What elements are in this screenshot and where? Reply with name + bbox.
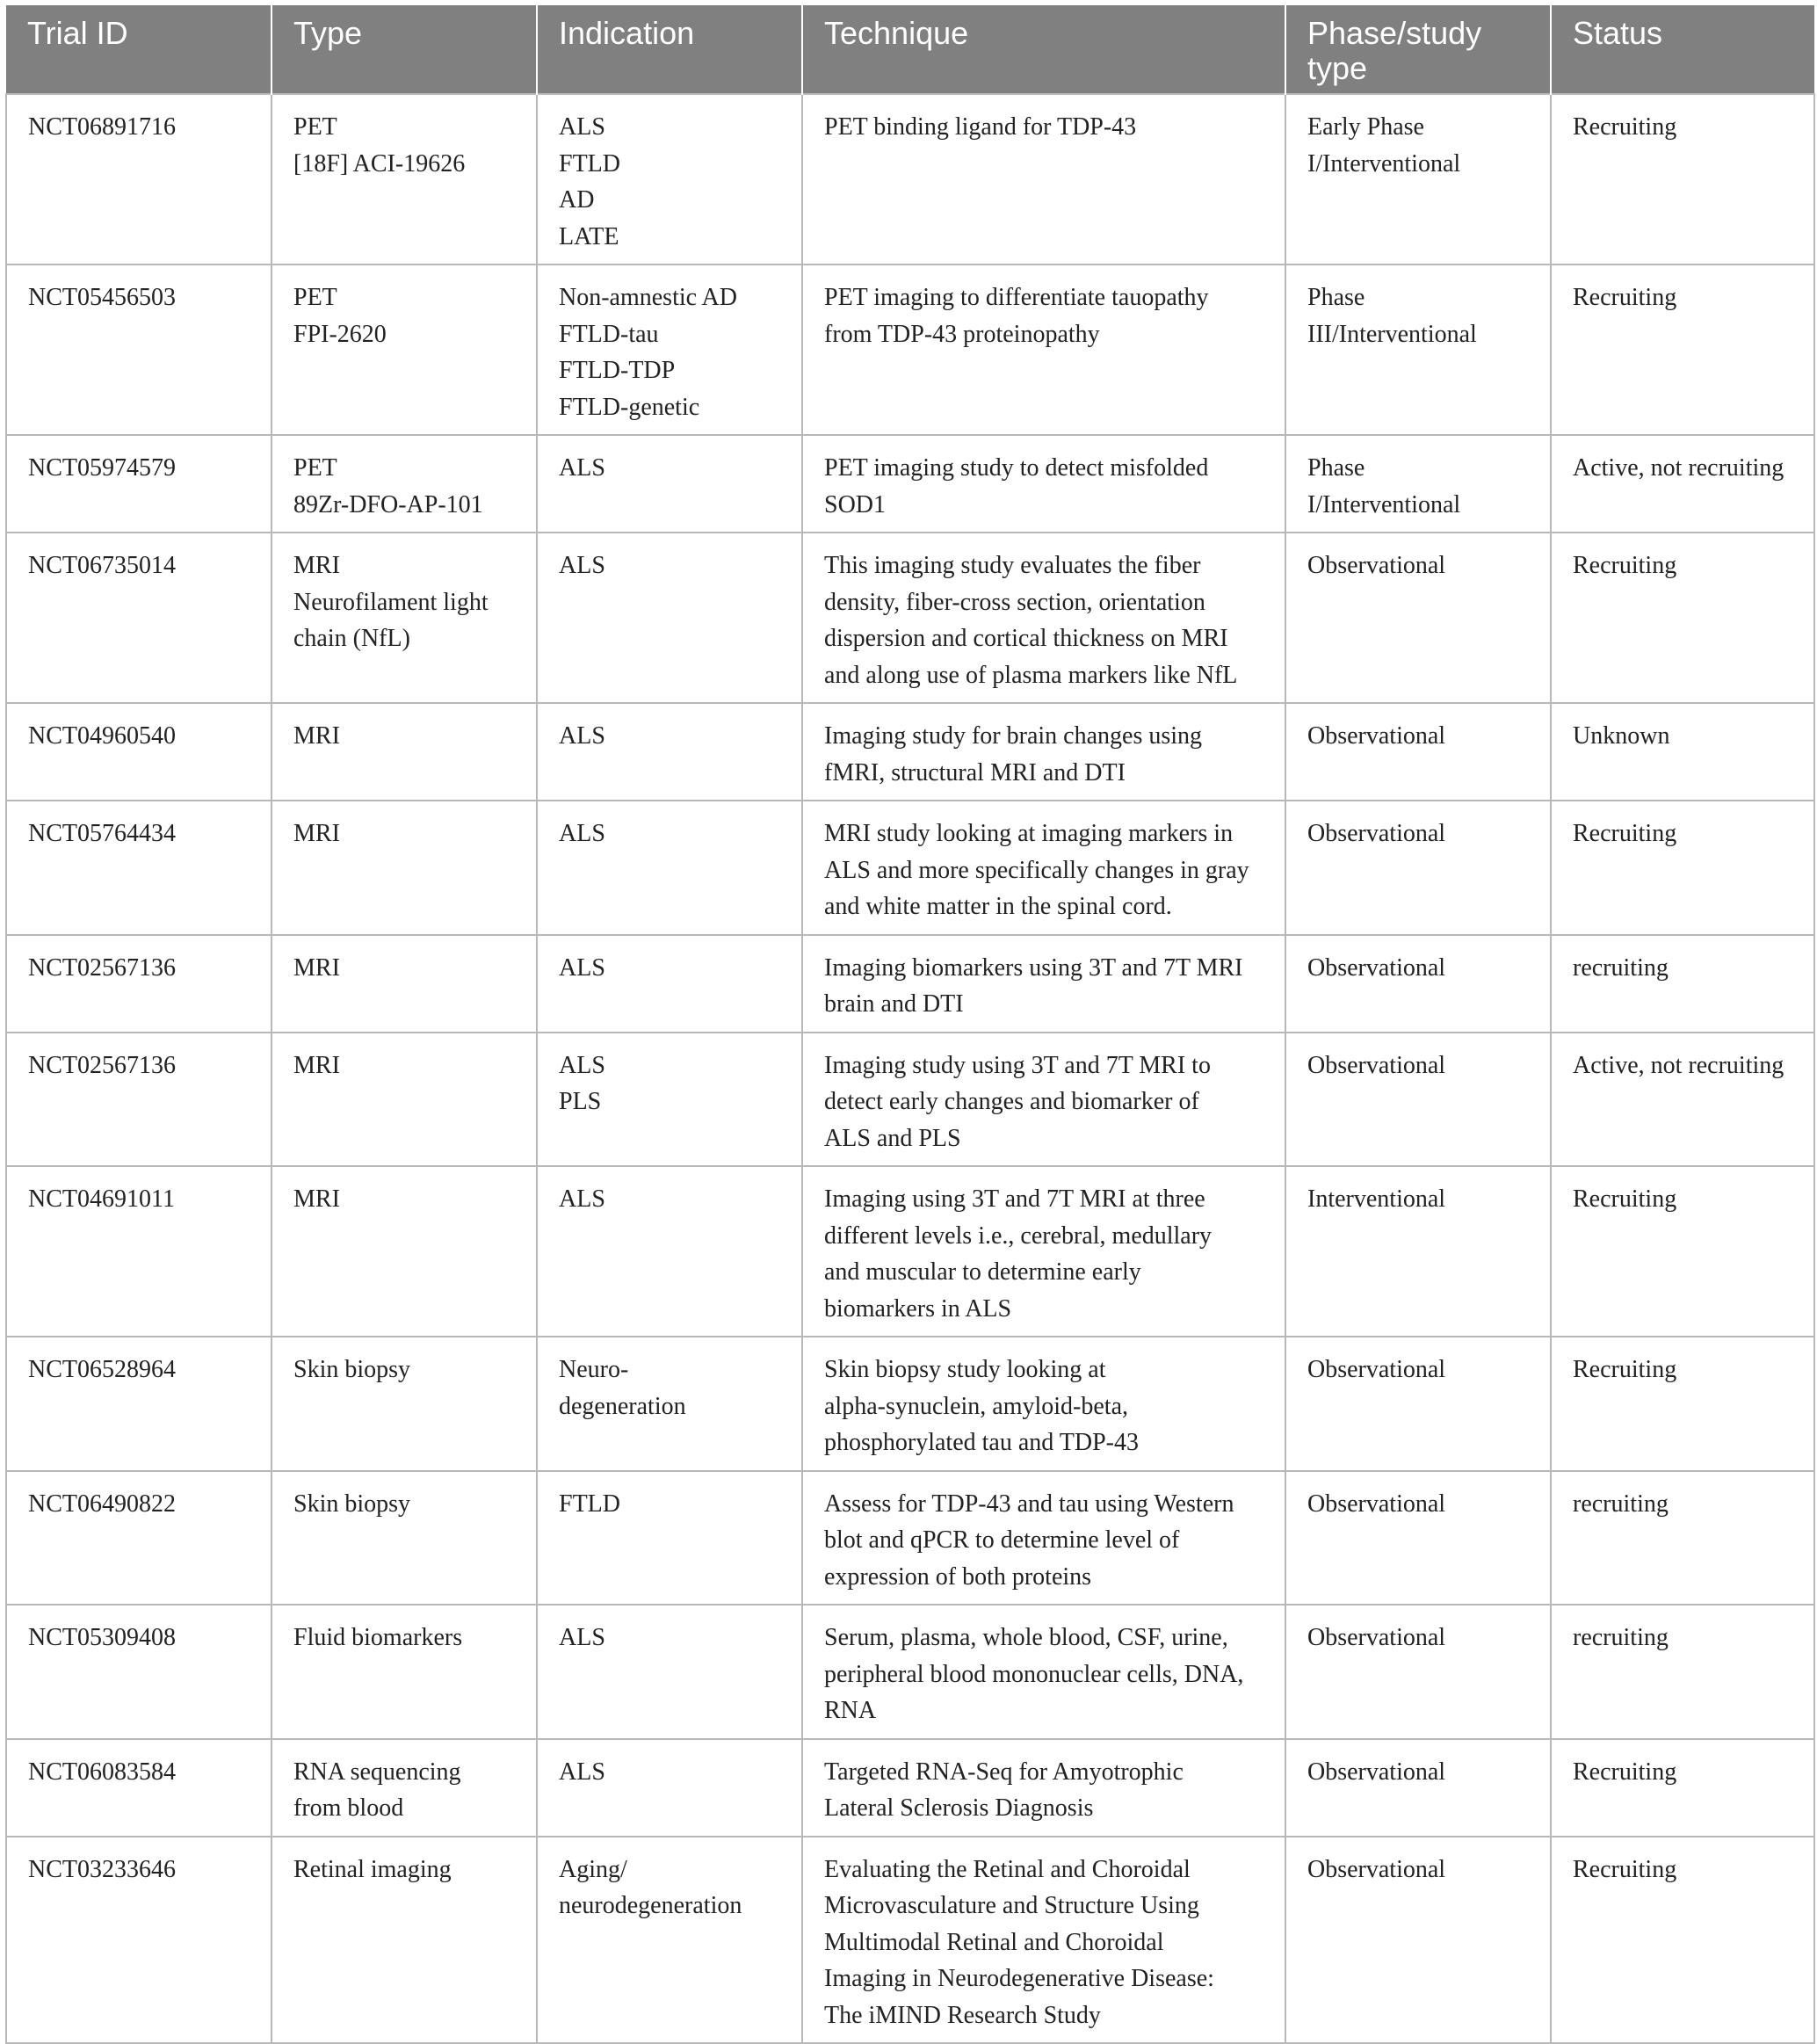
cell-type-line: 89Zr-DFO-AP-101 — [293, 490, 483, 518]
cell-type-line: MRI — [293, 1185, 340, 1213]
cell-technique-line: This imaging study evaluates the fiber — [824, 552, 1201, 579]
cell-type-line: Fluid biomarkers — [293, 1624, 463, 1651]
cell-type — [271, 1033, 537, 1167]
cell-type-line: MRI — [293, 722, 340, 750]
cell-status: Recruiting — [1551, 94, 1814, 265]
cell-phase-study-type-line: Observational — [1307, 1051, 1446, 1079]
cell-type-line: Skin biopsy — [293, 1356, 411, 1383]
cell-phase-study-type — [1285, 1337, 1551, 1471]
cell-indication — [537, 265, 802, 435]
cell-technique-line: Evaluating the Retinal and Choroidal — [824, 1855, 1191, 1883]
cell-trial-id: NCT02567136 — [6, 935, 271, 1033]
cell-type-line: FPI-2620 — [293, 320, 387, 348]
cell-technique-line: density, fiber-cross section, orientation — [824, 588, 1205, 616]
cell-technique — [802, 1739, 1285, 1837]
cell-trial-id: NCT06735014 — [6, 533, 271, 703]
cell-technique-line: Assess for TDP-43 and tau using Western — [824, 1490, 1234, 1518]
cell-technique-line: Targeted RNA-Seq for Amyotrophic — [824, 1758, 1184, 1786]
cell-technique-line: and along use of plasma markers like NfL — [824, 661, 1238, 689]
cell-phase-study-type-line: Observational — [1307, 552, 1446, 579]
table-row — [6, 1033, 1814, 1167]
cell-phase-study-type — [1285, 533, 1551, 703]
cell-technique — [802, 801, 1285, 935]
cell-phase-study-type-line: Interventional — [1307, 1185, 1446, 1213]
cell-type-line: MRI — [293, 953, 340, 982]
cell-indication-line: AD — [559, 186, 595, 214]
cell-type — [271, 1739, 537, 1837]
cell-phase-study-type-line: I/Interventional — [1307, 149, 1461, 178]
table-row — [6, 703, 1814, 801]
cell-type — [271, 94, 537, 265]
cell-phase-study-type — [1285, 1471, 1551, 1605]
cell-indication-line: Non-amnestic AD — [559, 284, 737, 311]
cell-type-line: Retinal imaging — [293, 1855, 452, 1883]
cell-type — [271, 533, 537, 703]
cell-technique-line: biomarkers in ALS — [824, 1294, 1012, 1323]
cell-technique-line: from TDP-43 proteinopathy — [824, 320, 1100, 348]
cell-indication-line: ALS — [559, 820, 605, 847]
cell-indication — [537, 435, 802, 533]
cell-technique-line: Imaging study for brain changes using — [824, 722, 1203, 750]
cell-phase-study-type-line: Early Phase — [1307, 113, 1424, 141]
cell-technique-line: PET imaging to differentiate tauopathy — [824, 284, 1209, 311]
cell-indication — [537, 1033, 802, 1167]
cell-technique-line: Imaging using 3T and 7T MRI at three — [824, 1185, 1205, 1213]
cell-phase-study-type — [1285, 435, 1551, 533]
cell-phase-study-type-line: III/Interventional — [1307, 320, 1477, 348]
cell-technique — [802, 265, 1285, 435]
cell-technique-line: brain and DTI — [824, 990, 964, 1018]
cell-technique-line: blot and qPCR to determine level of — [824, 1526, 1180, 1554]
cell-status: Recruiting — [1551, 1337, 1814, 1471]
cell-indication-line: FTLD-genetic — [559, 393, 700, 421]
cell-indication-line: ALS — [559, 454, 605, 482]
cell-indication — [537, 1739, 802, 1837]
cell-technique-line: dispersion and cortical thickness on MRI — [824, 625, 1228, 652]
cell-status: recruiting — [1551, 1605, 1814, 1739]
header-indication: Indication — [537, 5, 802, 94]
header-type: Type — [271, 5, 537, 94]
cell-technique-line: ALS and more specifically changes in gray — [824, 856, 1249, 884]
cell-technique-line: SOD1 — [824, 490, 887, 518]
cell-phase-study-type-line: Observational — [1307, 1624, 1446, 1651]
cell-phase-study-type — [1285, 94, 1551, 265]
cell-type-line: Neurofilament light — [293, 588, 489, 616]
cell-indication — [537, 94, 802, 265]
table-row — [6, 801, 1814, 935]
cell-phase-study-type-line: Observational — [1307, 953, 1446, 982]
cell-status: Recruiting — [1551, 1166, 1814, 1337]
cell-indication-line: ALS — [559, 113, 605, 141]
cell-phase-study-type — [1285, 801, 1551, 935]
cell-phase-study-type — [1285, 703, 1551, 801]
cell-phase-study-type-line: I/Interventional — [1307, 490, 1461, 518]
cell-trial-id: NCT05974579 — [6, 435, 271, 533]
header-status: Status — [1551, 5, 1814, 94]
cell-technique — [802, 1166, 1285, 1337]
cell-indication-line: PLS — [559, 1088, 602, 1115]
cell-indication — [537, 801, 802, 935]
table-row — [6, 1837, 1814, 2044]
cell-status: Recruiting — [1551, 533, 1814, 703]
cell-technique-line: Imaging study using 3T and 7T MRI to — [824, 1051, 1211, 1079]
cell-technique-line: Multimodal Retinal and Choroidal — [824, 1928, 1164, 1956]
cell-technique-line: Serum, plasma, whole blood, CSF, urine, — [824, 1624, 1228, 1651]
cell-indication-line: ALS — [559, 1051, 605, 1079]
cell-indication — [537, 1605, 802, 1739]
cell-indication-line: degeneration — [559, 1392, 686, 1420]
header-trial-id: Trial ID — [6, 5, 271, 94]
cell-type-line: MRI — [293, 552, 340, 579]
cell-technique-line: alpha-synuclein, amyloid-beta, — [824, 1392, 1128, 1420]
cell-indication-line: FTLD — [559, 1490, 620, 1518]
cell-indication-line: FTLD — [559, 149, 620, 178]
table-row — [6, 435, 1814, 533]
cell-technique-line: ALS and PLS — [824, 1124, 961, 1152]
cell-indication — [537, 533, 802, 703]
cell-technique — [802, 435, 1285, 533]
cell-phase-study-type — [1285, 1033, 1551, 1167]
cell-technique-line: MRI study looking at imaging markers in — [824, 820, 1234, 847]
cell-technique — [802, 1837, 1285, 2044]
cell-status: recruiting — [1551, 1471, 1814, 1605]
cell-technique-line: PET binding ligand for TDP-43 — [824, 113, 1137, 141]
cell-type — [271, 1605, 537, 1739]
cell-indication-line: ALS — [559, 722, 605, 750]
cell-technique-line: Microvasculature and Structure Using — [824, 1892, 1199, 1919]
cell-trial-id: NCT05456503 — [6, 265, 271, 435]
cell-technique-line: PET imaging study to detect misfolded — [824, 454, 1209, 482]
table-header — [6, 5, 1814, 94]
table-row — [6, 1739, 1814, 1837]
cell-phase-study-type-line: Observational — [1307, 722, 1446, 750]
cell-technique — [802, 1605, 1285, 1739]
cell-type-line: PET — [293, 113, 337, 141]
cell-indication — [537, 1166, 802, 1337]
cell-type — [271, 1337, 537, 1471]
cell-indication-line: FTLD-TDP — [559, 357, 676, 384]
cell-phase-study-type-line: Observational — [1307, 1855, 1446, 1883]
cell-type-line: chain (NfL) — [293, 625, 410, 652]
cell-type-line: PET — [293, 284, 337, 311]
cell-indication-line: ALS — [559, 1185, 605, 1213]
cell-phase-study-type-line: Observational — [1307, 1356, 1446, 1383]
cell-indication-line: Neuro- — [559, 1356, 629, 1383]
table-row — [6, 1166, 1814, 1337]
cell-phase-study-type-line: Phase — [1307, 284, 1365, 311]
cell-type — [271, 1837, 537, 2044]
cell-technique-line: Imaging in Neurodegenerative Disease: — [824, 1965, 1214, 1992]
table-row — [6, 1471, 1814, 1605]
cell-technique-line: Lateral Sclerosis Diagnosis — [824, 1794, 1094, 1822]
cell-phase-study-type — [1285, 1605, 1551, 1739]
cell-phase-study-type — [1285, 265, 1551, 435]
cell-technique-line: Skin biopsy study looking at — [824, 1356, 1106, 1383]
trials-table — [5, 5, 1815, 2044]
cell-trial-id: NCT06083584 — [6, 1739, 271, 1837]
cell-type — [271, 801, 537, 935]
cell-type — [271, 703, 537, 801]
cell-phase-study-type — [1285, 1739, 1551, 1837]
cell-technique-line: expression of both proteins — [824, 1562, 1092, 1591]
cell-technique — [802, 1471, 1285, 1605]
cell-technique — [802, 1033, 1285, 1167]
cell-status: Recruiting — [1551, 1837, 1814, 2044]
cell-technique-line: phosphorylated tau and TDP-43 — [824, 1429, 1139, 1456]
cell-status: Active, not recruiting — [1551, 1033, 1814, 1167]
cell-phase-study-type-line: Observational — [1307, 820, 1446, 847]
cell-status: Recruiting — [1551, 801, 1814, 935]
cell-status: Active, not recruiting — [1551, 435, 1814, 533]
cell-type-line: from blood — [293, 1794, 404, 1822]
cell-type-line: PET — [293, 454, 337, 482]
cell-type — [271, 1166, 537, 1337]
cell-technique-line: The iMIND Research Study — [824, 2001, 1101, 2029]
cell-type-line: RNA sequencing — [293, 1758, 461, 1786]
table-row — [6, 533, 1814, 703]
cell-indication — [537, 703, 802, 801]
cell-type — [271, 935, 537, 1033]
table-row — [6, 1337, 1814, 1471]
cell-status: Recruiting — [1551, 1739, 1814, 1837]
cell-phase-study-type — [1285, 1166, 1551, 1337]
cell-indication-line: neurodegeneration — [559, 1892, 742, 1919]
cell-technique — [802, 94, 1285, 265]
cell-indication-line: ALS — [559, 552, 605, 579]
table-row — [6, 94, 1814, 265]
cell-indication — [537, 1837, 802, 2044]
cell-type-line: [18F] ACI-19626 — [293, 149, 466, 178]
cell-indication-line: LATE — [559, 222, 619, 250]
cell-indication-line: ALS — [559, 953, 605, 982]
cell-technique-line: different levels i.e., cerebral, medullary — [824, 1221, 1213, 1250]
cell-technique-line: and muscular to determine early — [824, 1258, 1141, 1286]
cell-trial-id: NCT06490822 — [6, 1471, 271, 1605]
cell-technique — [802, 1337, 1285, 1471]
cell-type-line: MRI — [293, 1051, 340, 1079]
cell-type — [271, 265, 537, 435]
cell-phase-study-type — [1285, 935, 1551, 1033]
table-row — [6, 265, 1814, 435]
cell-trial-id: NCT06528964 — [6, 1337, 271, 1471]
cell-indication-line: ALS — [559, 1624, 605, 1651]
cell-technique-line: detect early changes and biomarker of — [824, 1088, 1199, 1115]
cell-trial-id: NCT02567136 — [6, 1033, 271, 1167]
cell-technique — [802, 935, 1285, 1033]
cell-indication-line: FTLD-tau — [559, 320, 659, 348]
cell-status: Recruiting — [1551, 265, 1814, 435]
cell-indication — [537, 1337, 802, 1471]
cell-trial-id: NCT03233646 — [6, 1837, 271, 2044]
cell-trial-id: NCT04691011 — [6, 1166, 271, 1337]
header-technique: Technique — [802, 5, 1285, 94]
cell-trial-id: NCT05764434 — [6, 801, 271, 935]
header-phase-study-type: Phase/study type — [1285, 5, 1551, 94]
cell-trial-id: NCT05309408 — [6, 1605, 271, 1739]
cell-trial-id: NCT04960540 — [6, 703, 271, 801]
cell-trial-id: NCT06891716 — [6, 94, 271, 265]
cell-status: Unknown — [1551, 703, 1814, 801]
cell-type — [271, 1471, 537, 1605]
table-body — [6, 94, 1814, 2043]
cell-type-line: Skin biopsy — [293, 1490, 411, 1518]
cell-phase-study-type-line: Phase — [1307, 454, 1365, 482]
cell-indication — [537, 1471, 802, 1605]
cell-type — [271, 435, 537, 533]
cell-technique-line: Imaging biomarkers using 3T and 7T MRI — [824, 953, 1243, 982]
cell-indication — [537, 935, 802, 1033]
cell-technique — [802, 533, 1285, 703]
cell-technique-line: RNA — [824, 1697, 877, 1724]
cell-technique-line: peripheral blood mononuclear cells, DNA, — [824, 1660, 1244, 1688]
cell-status: recruiting — [1551, 935, 1814, 1033]
table-row — [6, 935, 1814, 1033]
cell-indication-line: Aging/ — [559, 1855, 627, 1883]
cell-type-line: MRI — [293, 820, 340, 847]
cell-phase-study-type-line: Observational — [1307, 1490, 1446, 1518]
table-row — [6, 1605, 1814, 1739]
cell-indication-line: ALS — [559, 1758, 605, 1786]
cell-technique — [802, 703, 1285, 801]
cell-phase-study-type — [1285, 1837, 1551, 2044]
cell-technique-line: and white matter in the spinal cord. — [824, 893, 1172, 920]
cell-technique-line: fMRI, structural MRI and DTI — [824, 758, 1126, 786]
cell-phase-study-type-line: Observational — [1307, 1758, 1446, 1786]
header-row — [6, 5, 1814, 94]
